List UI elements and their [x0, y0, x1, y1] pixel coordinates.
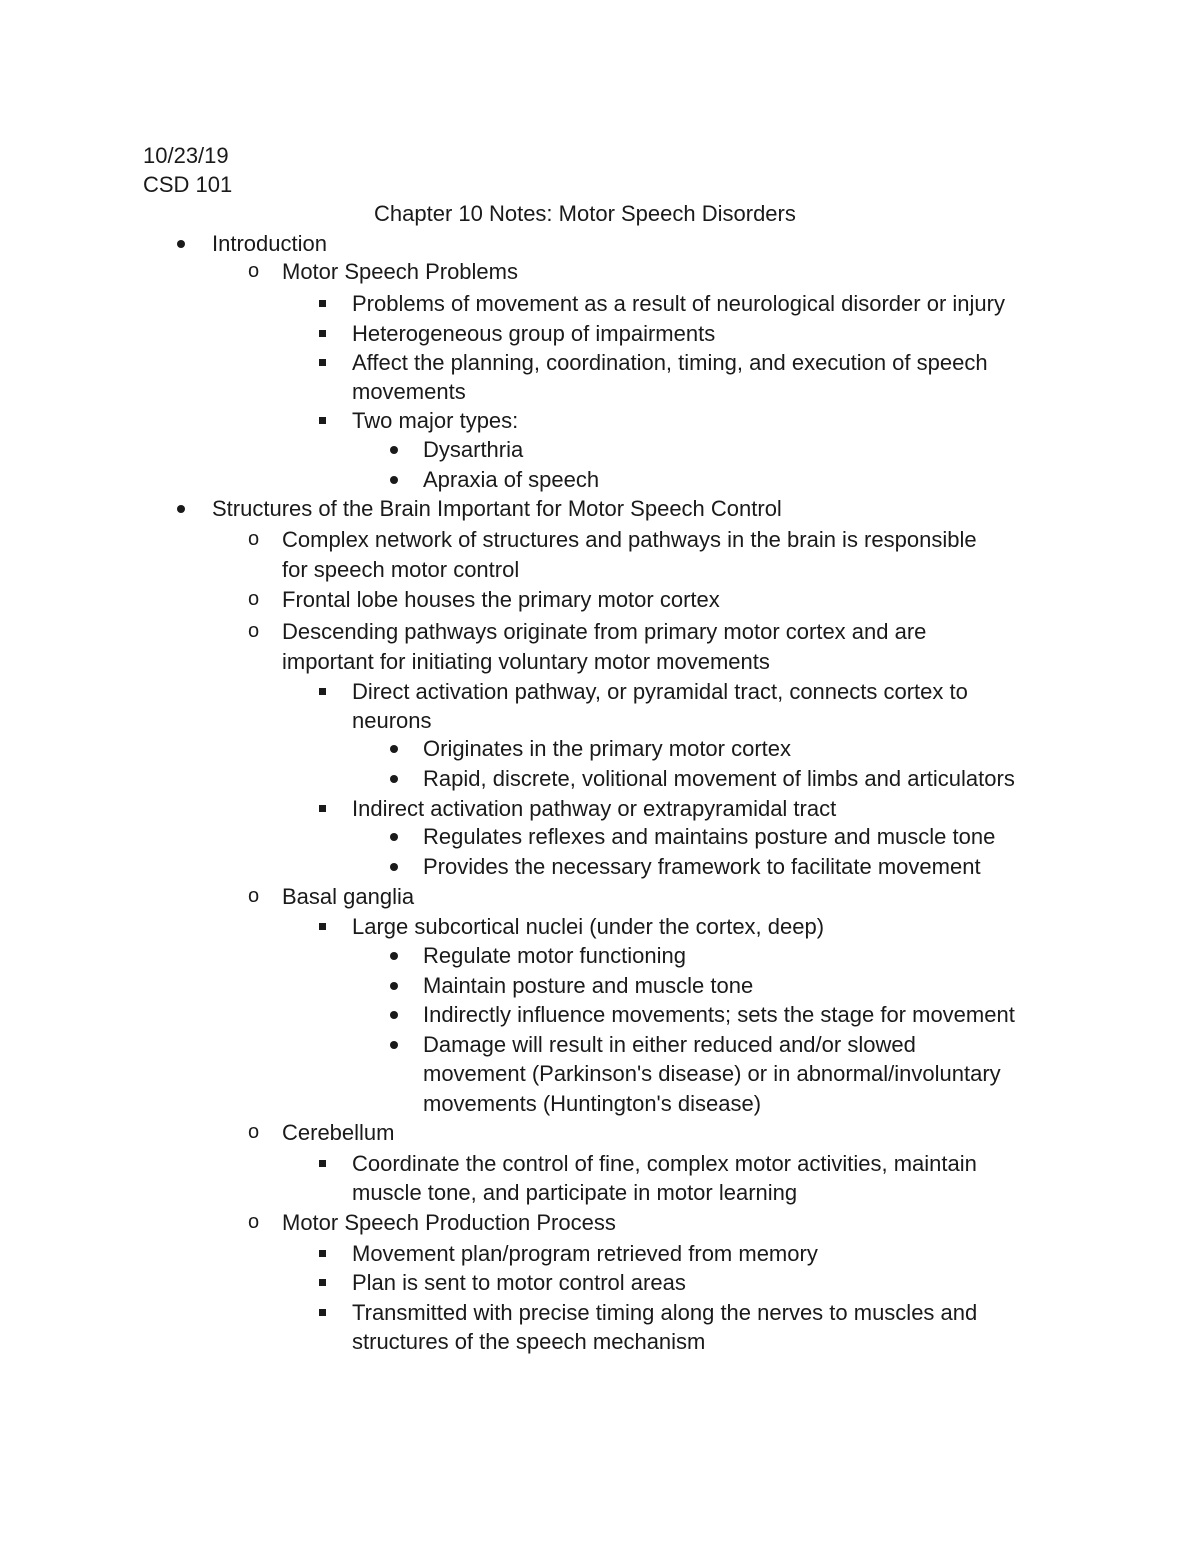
bullet-dot-icon [390, 952, 398, 960]
outline-item-level4: movement (Parkinson's disease) or in abnormal/involuntary [423, 1061, 1001, 1086]
outline-item-level4: Regulates reflexes and maintains posture and muscle tone [423, 824, 996, 849]
bullet-dot-icon [390, 476, 398, 484]
outline-item-level3: Indirect activation pathway or extrapyramidal tract [352, 796, 837, 821]
bullet-circle-icon: o [248, 620, 260, 642]
bullet-circle-icon: o [248, 528, 260, 550]
outline-item-level1: Introduction [212, 231, 327, 256]
outline-item-level2: Complex network of structures and pathways in the brain is responsible [282, 527, 977, 552]
outline-item-level2: Motor Speech Production Process [282, 1210, 616, 1235]
course-text: CSD 101 [143, 172, 233, 197]
page-title: Chapter 10 Notes: Motor Speech Disorders [374, 201, 796, 226]
bullet-square-icon [319, 1309, 326, 1316]
outline-item-level3: Affect the planning, coordination, timing, and execution of speech [352, 350, 988, 375]
bullet-dot-icon [390, 833, 398, 841]
outline-item-level2: Cerebellum [282, 1120, 395, 1145]
outline-item-level3: Direct activation pathway, or pyramidal tract, connects cortex to [352, 679, 968, 704]
bullet-dot-icon [390, 1011, 398, 1019]
bullet-square-icon [319, 359, 326, 366]
bullet-circle-icon: o [248, 885, 260, 907]
bullet-dot-icon [390, 982, 398, 990]
outline-item-level2: Motor Speech Problems [282, 259, 518, 284]
outline-item-level3: Coordinate the control of fine, complex motor activities, maintain [352, 1151, 977, 1176]
bullet-dot-icon [390, 745, 398, 753]
bullet-dot-icon [390, 1041, 398, 1049]
bullet-dot-icon [177, 240, 185, 248]
bullet-square-icon [319, 1160, 326, 1167]
outline-item-level3: structures of the speech mechanism [352, 1329, 706, 1354]
bullet-circle-icon: o [248, 1211, 260, 1233]
outline-item-level3: Large subcortical nuclei (under the cortex, deep) [352, 914, 825, 939]
outline-item-level2: important for initiating voluntary motor movements [282, 649, 770, 674]
outline-item-level3: Plan is sent to motor control areas [352, 1270, 686, 1295]
outline-item-level4: Regulate motor functioning [423, 943, 686, 968]
outline-item-level4: Damage will result in either reduced and/or slowed [423, 1032, 916, 1057]
outline-item-level3: movements [352, 379, 466, 404]
outline-item-level3: Heterogeneous group of impairments [352, 321, 716, 346]
outline-item-level1: Structures of the Brain Important for Motor Speech Control [212, 496, 782, 521]
bullet-dot-icon [390, 446, 398, 454]
outline-item-level4: Originates in the primary motor cortex [423, 736, 792, 761]
outline-item-level4: Apraxia of speech [423, 467, 600, 492]
bullet-dot-icon [177, 505, 185, 513]
outline-item-level4: movements (Huntington's disease) [423, 1091, 762, 1116]
bullet-circle-icon: o [248, 260, 260, 282]
outline-item-level3: Problems of movement as a result of neurological disorder or injury [352, 291, 1005, 316]
outline-item-level4: Rapid, discrete, volitional movement of limbs and articulators [423, 766, 1015, 791]
bullet-dot-icon [390, 863, 398, 871]
bullet-dot-icon [390, 775, 398, 783]
outline-item-level2: Basal ganglia [282, 884, 415, 909]
outline-item-level2: Frontal lobe houses the primary motor cortex [282, 587, 720, 612]
outline-item-level2: Descending pathways originate from primary motor cortex and are [282, 619, 927, 644]
outline-item-level3: Transmitted with precise timing along the nerves to muscles and [352, 1300, 978, 1325]
bullet-square-icon [319, 300, 326, 307]
bullet-circle-icon: o [248, 588, 260, 610]
outline-item-level3: muscle tone, and participate in motor learning [352, 1180, 798, 1205]
outline-item-level4: Maintain posture and muscle tone [423, 973, 754, 998]
outline-item-level3: Movement plan/program retrieved from memory [352, 1241, 818, 1266]
bullet-square-icon [319, 417, 326, 424]
bullet-square-icon [319, 1279, 326, 1286]
bullet-square-icon [319, 1250, 326, 1257]
outline-item-level3: neurons [352, 708, 432, 733]
bullet-square-icon [319, 923, 326, 930]
bullet-square-icon [319, 330, 326, 337]
outline-item-level4: Dysarthria [423, 437, 524, 462]
outline-item-level4: Provides the necessary framework to facilitate movement [423, 854, 981, 879]
outline-item-level2: for speech motor control [282, 557, 520, 582]
outline-item-level4: Indirectly influence movements; sets the stage for movement [423, 1002, 1015, 1027]
outline-item-level3: Two major types: [352, 408, 519, 433]
bullet-square-icon [319, 688, 326, 695]
date-text: 10/23/19 [143, 143, 229, 168]
bullet-circle-icon: o [248, 1121, 260, 1143]
bullet-square-icon [319, 805, 326, 812]
